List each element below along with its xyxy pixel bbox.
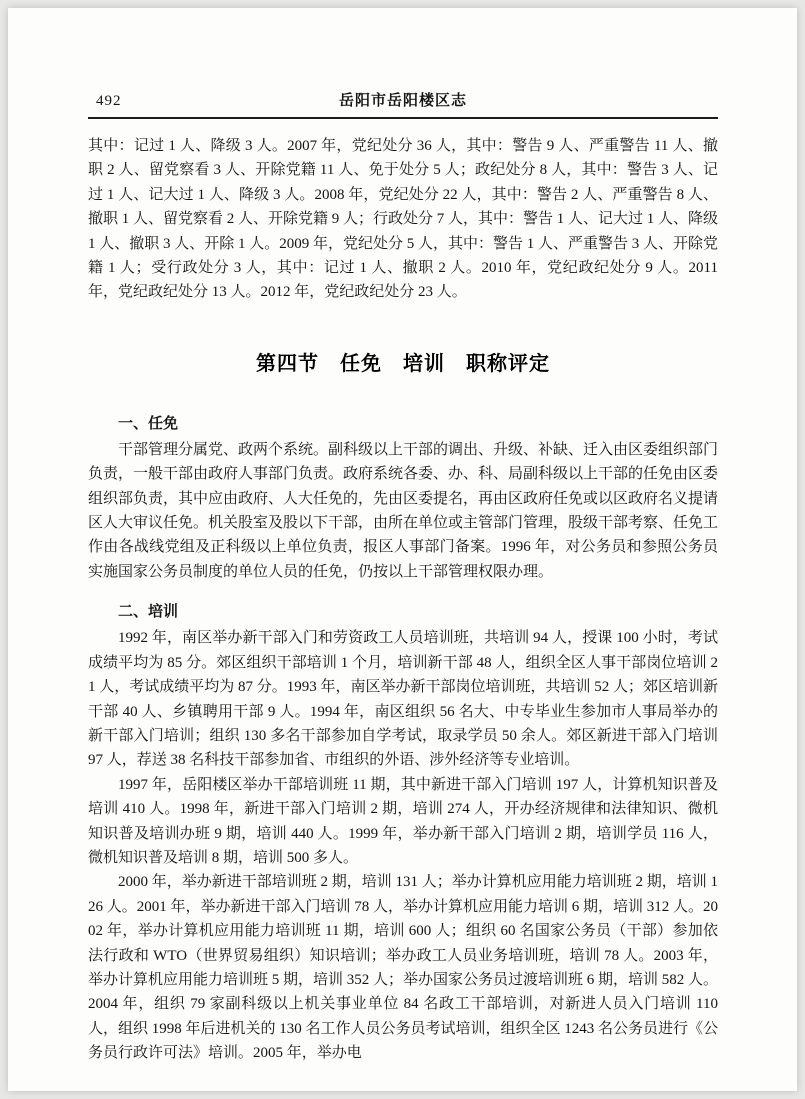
document-page — [8, 8, 797, 1091]
paragraph-training-2: 1997 年，岳阳楼区举办干部培训班 11 期，其中新进干部入门培训 197 人，计算机知识普及培训 410 人。1998 年，新进干部入门培训 2 期，培训 274 人，开办经济规律和法律知识、微机知识普及培训办班 9 期，培训 440 人。1999 年，举办新干部入门培训 2 期，培训学员 116 人，微机知识普及培训 8 期，培训 500 多人。 — [88, 776, 718, 866]
paragraph-appointment: 干部管理分属党、政两个系统。副科级以上干部的调出、升级、补缺、迁入由区委组织部门负责，一般干部由政府人事部门负责。政府系统各委、办、科、局副科级以上干部的任免由区委组织部负责，其中应由政府、人大任免的，先由区委提名，再由区政府任免或以区政府名义提请区人大审议任免。机关股室及股以下干部，由所在单位或主管部门管理，股级干部考察、任免工作由各战线党组及正科级以上单位负责，报区人事部门备案。1996 年，对公务员和参照公务员实施国家公务员制度的单位人员的任免，仍按以上干部管理权限办理。 — [88, 441, 719, 580]
running-head — [88, 90, 718, 119]
paragraph-training-1: 1992 年，南区举办新干部入门和劳资政工人员培训班，共培训 94 人，授课 100 小时，考试成绩平均为 85 分。郊区组织干部培训 1 个月，培训新干部 48 人，组织全区人事干部岗位培训 21 人，考试成绩平均为 87 分。1993 年，南区举办新干部岗位培训班，共培训 52 人；郊区培训新干部 40 人、乡镇聘用干部 9 人。1994 年，南区组织 56 名大、中专毕业生参加市人事局举办的新干部入门培训；组织 130 多名干部参加自学考试，取录学员 50 余人。郊区新进干部入门培训 97 人，荐送 38 名科技干部参加省、市组织的外语、涉外经济等专业培训。 — [88, 630, 719, 769]
continuation-paragraph: 其中：记过 1 人、降级 3 人。2007 年，党纪处分 36 人，其中：警告 9 人、严重警告 11 人、撤职 2 人、留党察看 3 人、开除党籍 11 人、免于处分 5 人；政纪处分 8 人，其中：警告 3 人、记过 1 人、记大过 1 人、降级 3 人。2008 年，党纪处分 22 人，其中：警告 2 人、严重警告 8 人、撤职 1 人、留党察看 2 人、开除党籍 9 人；行政处分 7 人，其中：警告 1 人、记大过 1 人、降级 1 人、撤职 3 人、开除 1 人。2009 年，党纪处分 5 人，其中：警告 1 人、严重警告 3 人、开除党籍 1 人；受行政处分 3 人，其中：记过 1 人、撤职 2 人。2010 年，党纪政纪处分 9 人。2011 年，党纪政纪处分 13 人。2012 年，党纪政纪处分 23 人。 — [88, 138, 719, 301]
section-title: 第四节 任免 培训 职称评定 — [256, 352, 550, 375]
subsection-heading-appointment: 一、任免 — [118, 414, 179, 432]
subsection-heading-training: 二、培训 — [118, 603, 179, 621]
page-number: 492 — [96, 93, 122, 109]
book-title: 岳阳市岳阳楼区志 — [338, 92, 467, 109]
paragraph-training-3: 2000 年，举办新进干部培训班 2 期，培训 131 人；举办计算机应用能力培训班 2 期，培训 126 人。2001 年，举办新进干部入门培训 78 人，举办计算机应用能力培训 6 期，培训 312 人。2002 年，举办计算机应用能力培训班 11 期，培训 600 人；组织 60 名国家公务员（干部）参加依法行政和 WTO（世界贸易组织）知识培训；举办政工人员业务培训班，培训 78 人。2003 年，举办计算机应用能力培训班 5 期，培训 352 人；举办国家公务员过渡培训班 6 期，培训 582 人。2004 年，组织 79 家副科级以上机关事业单位 84 名政工干部培训，对新进人员入门培训 110 人，组织 1998 年后进机关的 130 名工作人员公务员考试培训，组织全区 1243 名公务员进行《公务员行政许可法》培训。2005 年，举办电 — [88, 874, 719, 1062]
page-content — [88, 90, 718, 1066]
